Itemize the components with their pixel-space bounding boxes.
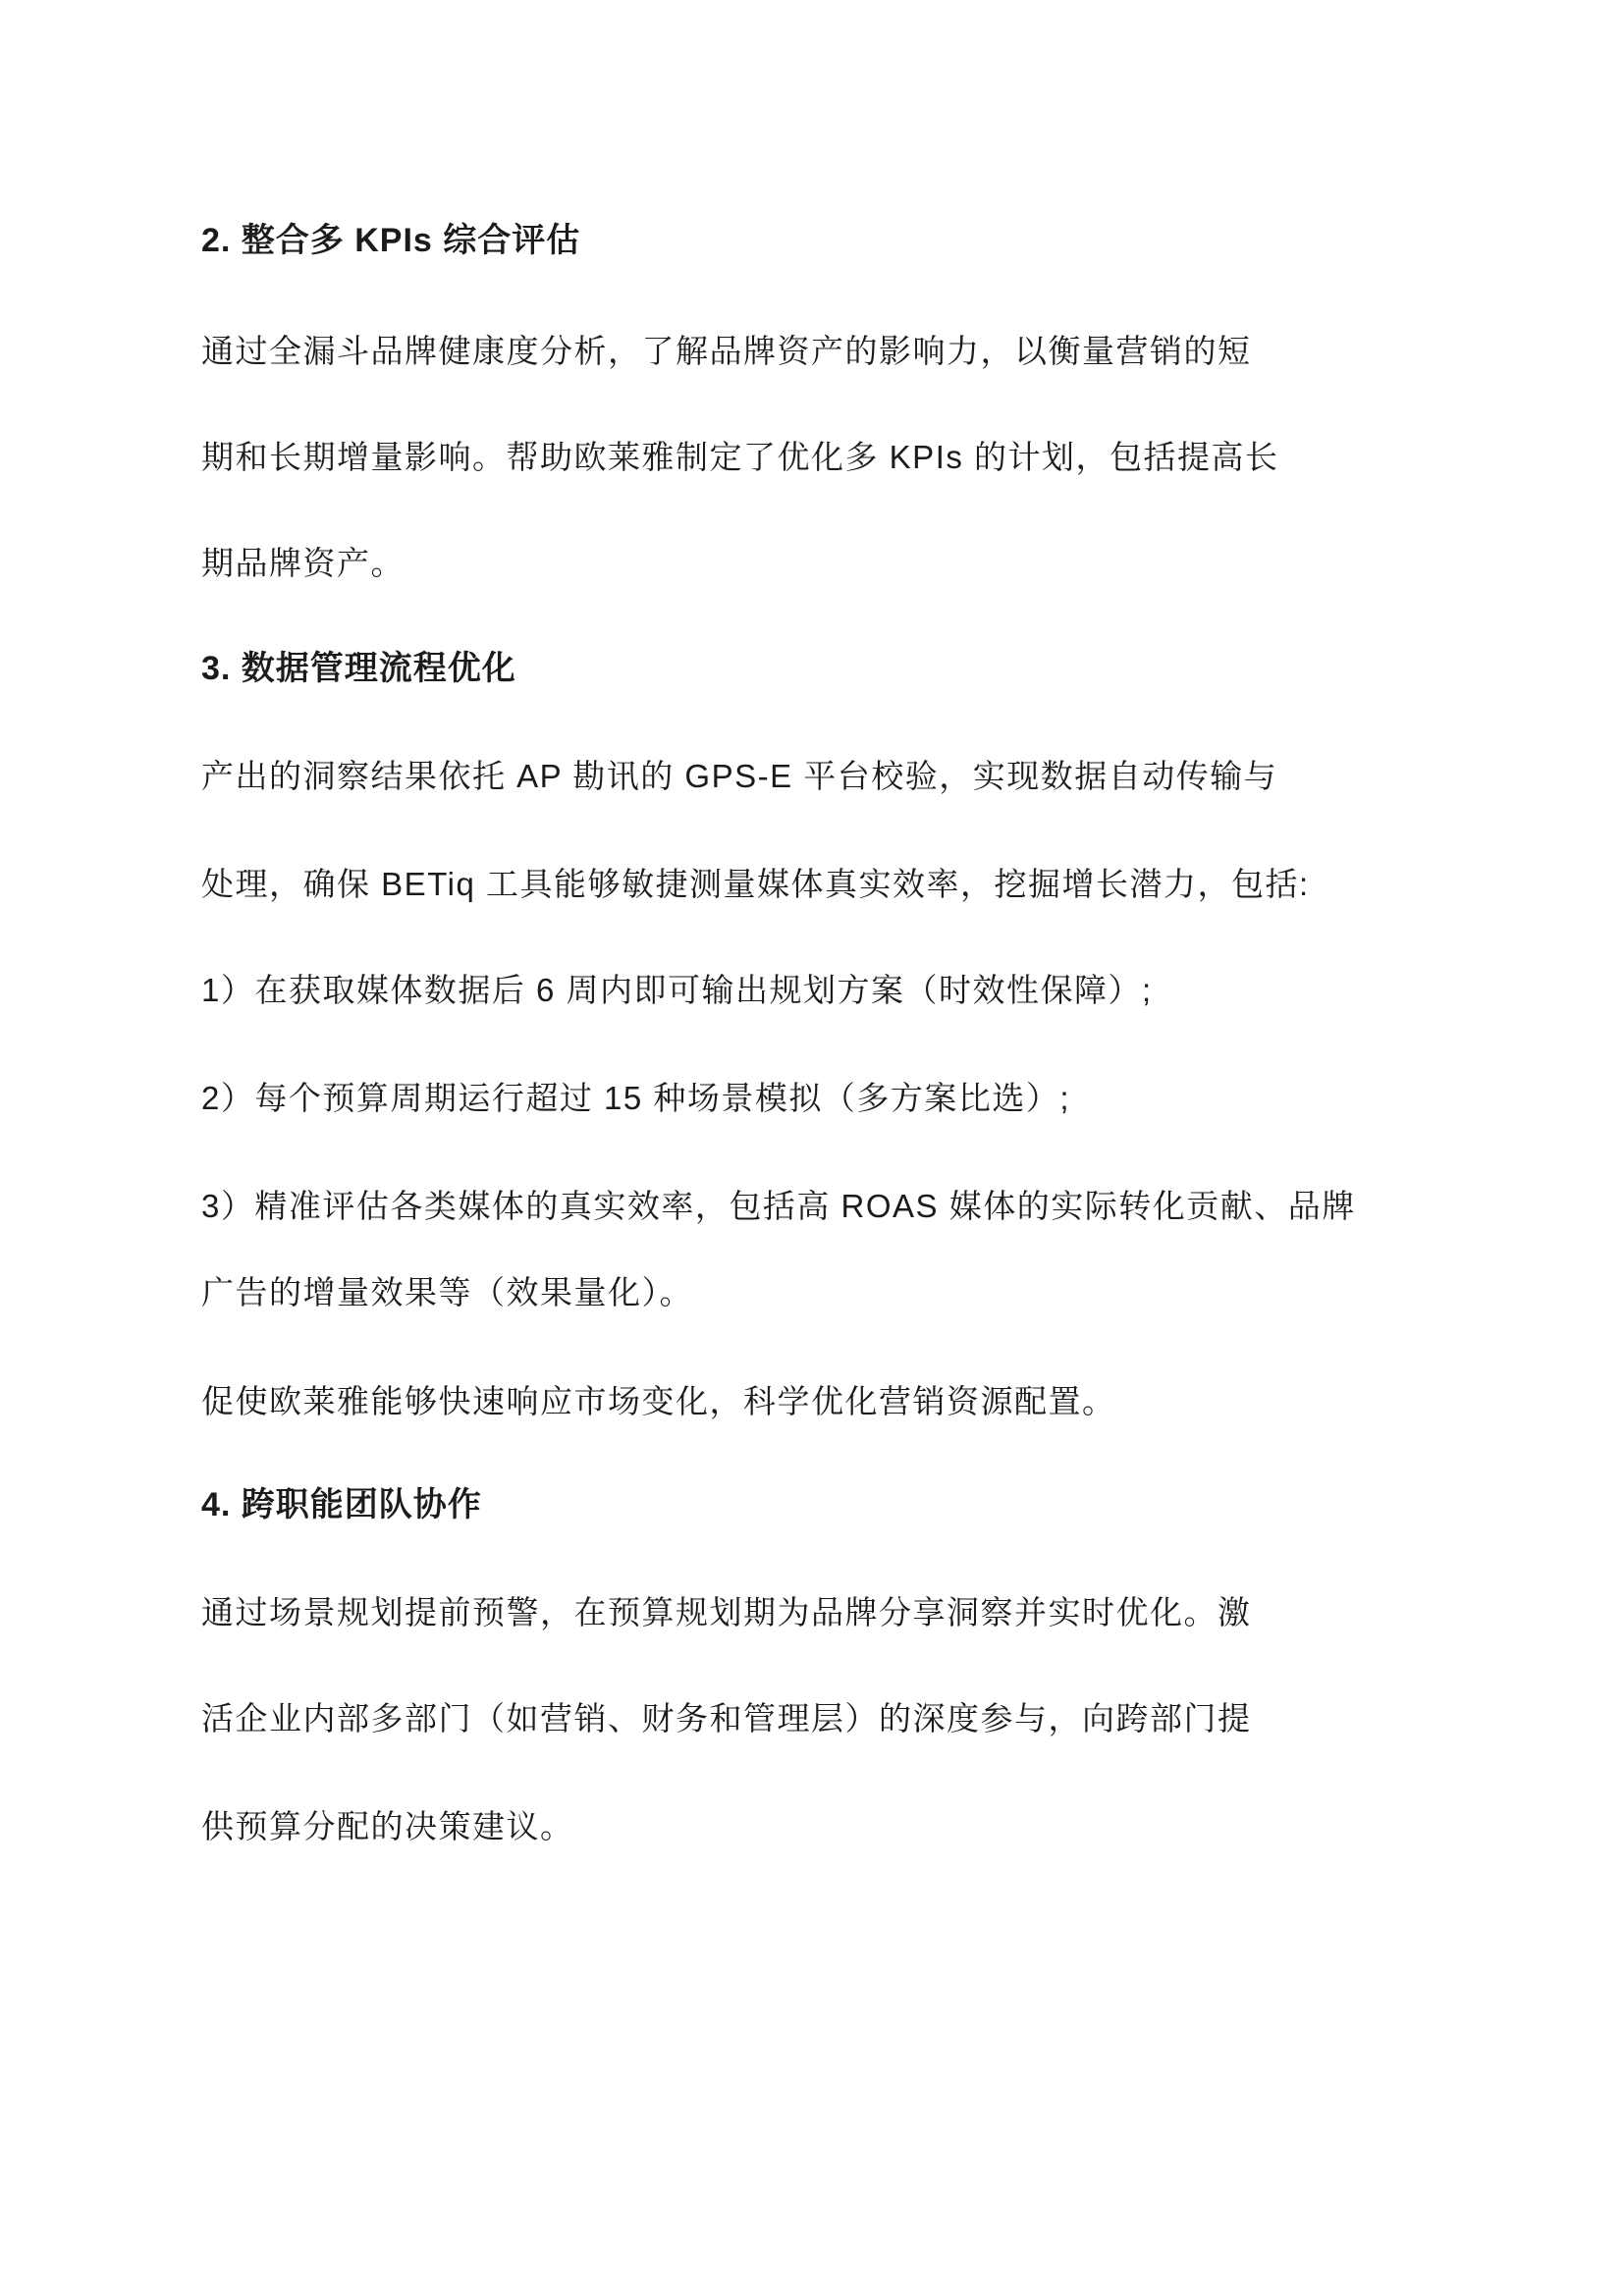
section-heading-cross-functional: 4. 跨职能团队协作 (201, 1486, 482, 1523)
paragraph-line: 期和长期增量影响。帮助欧莱雅制定了优化多 KPIs 的计划，包括提高长 (201, 439, 1279, 475)
paragraph-line: 供预算分配的决策建议。 (201, 1808, 574, 1844)
list-item-3-continuation: 广告的增量效果等（效果量化）。 (201, 1274, 693, 1310)
paragraph-line: 通过全漏斗品牌健康度分析，了解品牌资产的影响力，以衡量营销的短 (201, 333, 1252, 369)
section-heading-data-management: 3. 数据管理流程优化 (201, 650, 516, 687)
paragraph-line: 活企业内部多部门（如营销、财务和管理层）的深度参与，向跨部门提 (201, 1700, 1252, 1736)
paragraph-line: 期品牌资产。 (201, 545, 405, 581)
paragraph-line: 处理，确保 BETiq 工具能够敏捷测量媒体真实效率，挖掘增长潜力，包括: (201, 866, 1310, 902)
paragraph-line: 产出的洞察结果依托 AP 勘讯的 GPS-E 平台校验，实现数据自动传输与 (201, 758, 1278, 794)
paragraph-line: 通过场景规划提前预警，在预算规划期为品牌分享洞察并实时优化。激 (201, 1594, 1252, 1630)
section-heading-kpis: 2. 整合多 KPIs 综合评估 (201, 222, 581, 259)
list-item-3: 3）精准评估各类媒体的真实效率，包括高 ROAS 媒体的实际转化贡献、品牌 (201, 1188, 1356, 1224)
paragraph-line: 促使欧莱雅能够快速响应市场变化，科学优化营销资源配置。 (201, 1383, 1116, 1419)
list-item-2: 2）每个预算周期运行超过 15 种场景模拟（多方案比选）; (201, 1080, 1071, 1116)
list-item-1: 1）在获取媒体数据后 6 周内即可输出规划方案（时效性保障）; (201, 972, 1153, 1008)
